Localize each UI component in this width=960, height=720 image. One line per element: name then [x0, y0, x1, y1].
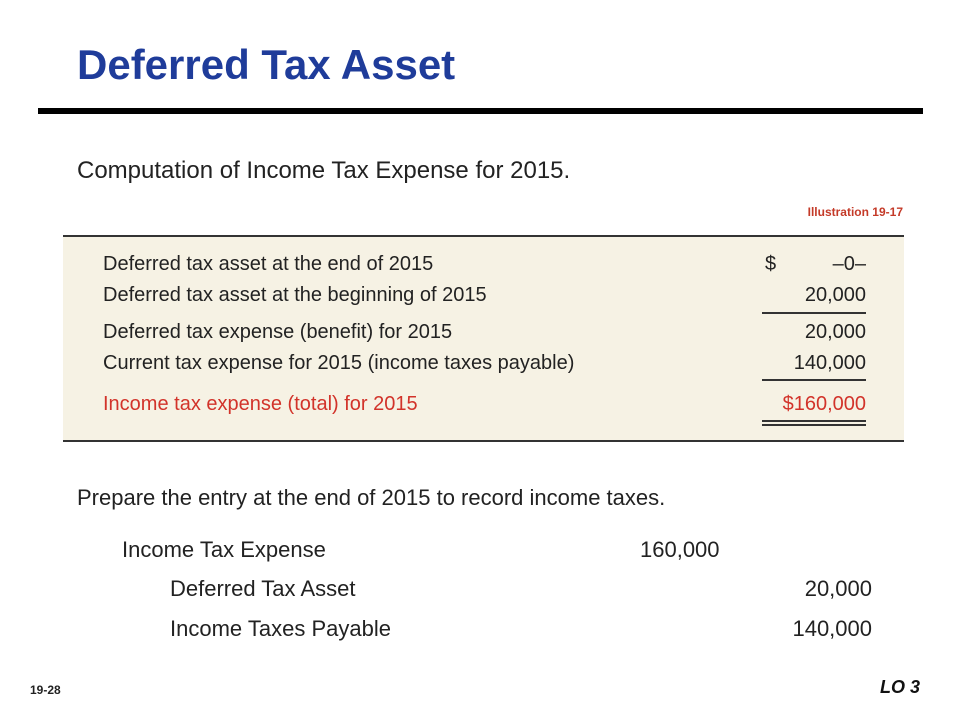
journal-account-debit: Income Tax Expense [122, 537, 326, 562]
table-row-value: 20,000 [804, 284, 866, 306]
title-divider [38, 108, 923, 114]
table-row-value: 20,000 [804, 321, 866, 343]
table-currency-symbol: $ [765, 253, 777, 275]
table-row-label: Deferred tax asset at the beginning of 2015 [103, 284, 487, 306]
computation-table [63, 235, 904, 442]
journal-credit-amount: 140,000 [792, 616, 872, 641]
table-total-label: Income tax expense (total) for 2015 [103, 393, 418, 415]
table-row-label: Deferred tax asset at the end of 2015 [103, 253, 434, 275]
journal-debit-amount: 160,000 [640, 537, 720, 562]
slide-title: Deferred Tax Asset [77, 41, 456, 88]
journal-account-credit: Income Taxes Payable [170, 616, 391, 641]
illustration-label: Illustration 19-17 [807, 205, 903, 219]
table-row-value: 140,000 [793, 352, 866, 374]
table-row-value: –0– [832, 253, 866, 275]
subtotal-underline [762, 379, 866, 381]
journal-credit-amount: 20,000 [804, 576, 872, 601]
page-number: 19-28 [30, 683, 61, 697]
total-double-underline-top [762, 420, 866, 422]
learning-objective: LO 3 [879, 677, 920, 697]
table-total-value: $160,000 [782, 393, 866, 415]
table-row-label: Deferred tax expense (benefit) for 2015 [103, 321, 453, 343]
subtitle: Computation of Income Tax Expense for 2015. [77, 157, 571, 184]
journal-account-credit: Deferred Tax Asset [170, 576, 356, 601]
table-row-label: Current tax expense for 2015 (income taxes payable) [103, 352, 575, 374]
subtotal-underline [762, 312, 866, 314]
total-double-underline-bottom [762, 424, 866, 426]
journal-prompt: Prepare the entry at the end of 2015 to record income taxes. [77, 485, 666, 510]
